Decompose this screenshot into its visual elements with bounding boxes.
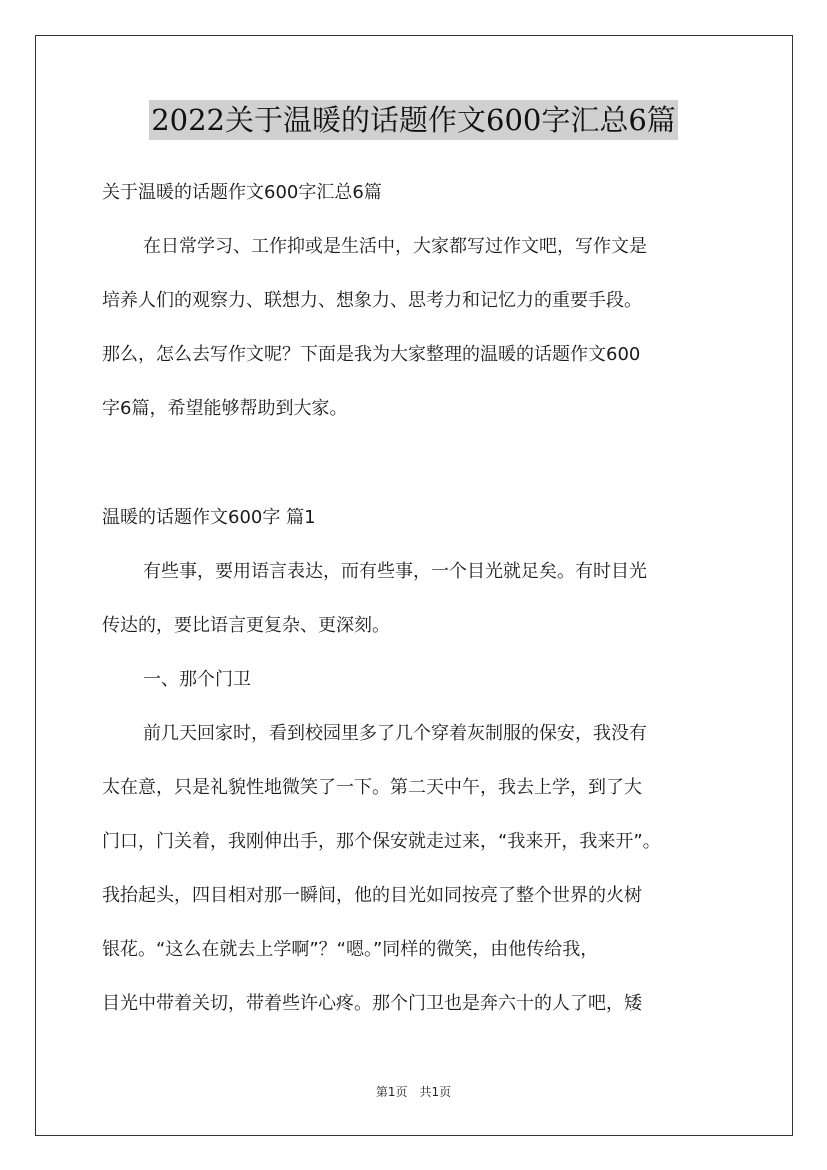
- intro-line-4: 字6篇，希望能够帮助到大家。: [102, 398, 348, 419]
- page-number: 第1页: [375, 1085, 408, 1099]
- intro-line-2: 培养人们的观察力、联想力、想象力、思考力和记忆力的重要手段。: [102, 290, 642, 311]
- intro-line-1: 在日常学习、工作抑或是生活中，大家都写过作文吧，写作文是: [143, 236, 647, 257]
- title-container: [0, 100, 827, 140]
- para2-line-1: 前几天回家时，看到校园里多了几个穿着灰制服的保安，我没有: [143, 723, 647, 744]
- para1-line-1: 有些事，要用语言表达，而有些事，一个目光就足矣。有时目光: [143, 561, 647, 582]
- para2-line-3: 门口，门关着，我刚伸出手，那个保安就走过来，“我来开，我来开”。: [102, 831, 661, 852]
- page-total: 共1页: [419, 1085, 452, 1099]
- document-subtitle: 关于温暖的话题作文600字汇总6篇: [102, 182, 382, 203]
- sub-heading: 一、那个门卫: [143, 669, 251, 690]
- para2-line-6: 目光中带着关切，带着些许心疼。那个门卫也是奔六十的人了吧，矮: [102, 993, 642, 1014]
- para2-line-2: 太在意，只是礼貌性地微笑了一下。第二天中午，我去上学，到了大: [102, 777, 642, 798]
- section-heading: 温暖的话题作文600字 篇1: [102, 507, 316, 528]
- para2-line-5: 银花。“这么在就去上学啊”？“嗯。”同样的微笑，由他传给我，: [102, 939, 599, 960]
- page-footer: [0, 1083, 827, 1100]
- document-title: 2022关于温暖的话题作文600字汇总6篇: [149, 100, 678, 140]
- para1-line-2: 传达的，要比语言更复杂、更深刻。: [102, 615, 390, 636]
- para2-line-4: 我抬起头，四目相对那一瞬间，他的目光如同按亮了整个世界的火树: [102, 885, 642, 906]
- intro-line-3: 那么，怎么去写作文呢？下面是我为大家整理的温暖的话题作文600: [102, 344, 641, 365]
